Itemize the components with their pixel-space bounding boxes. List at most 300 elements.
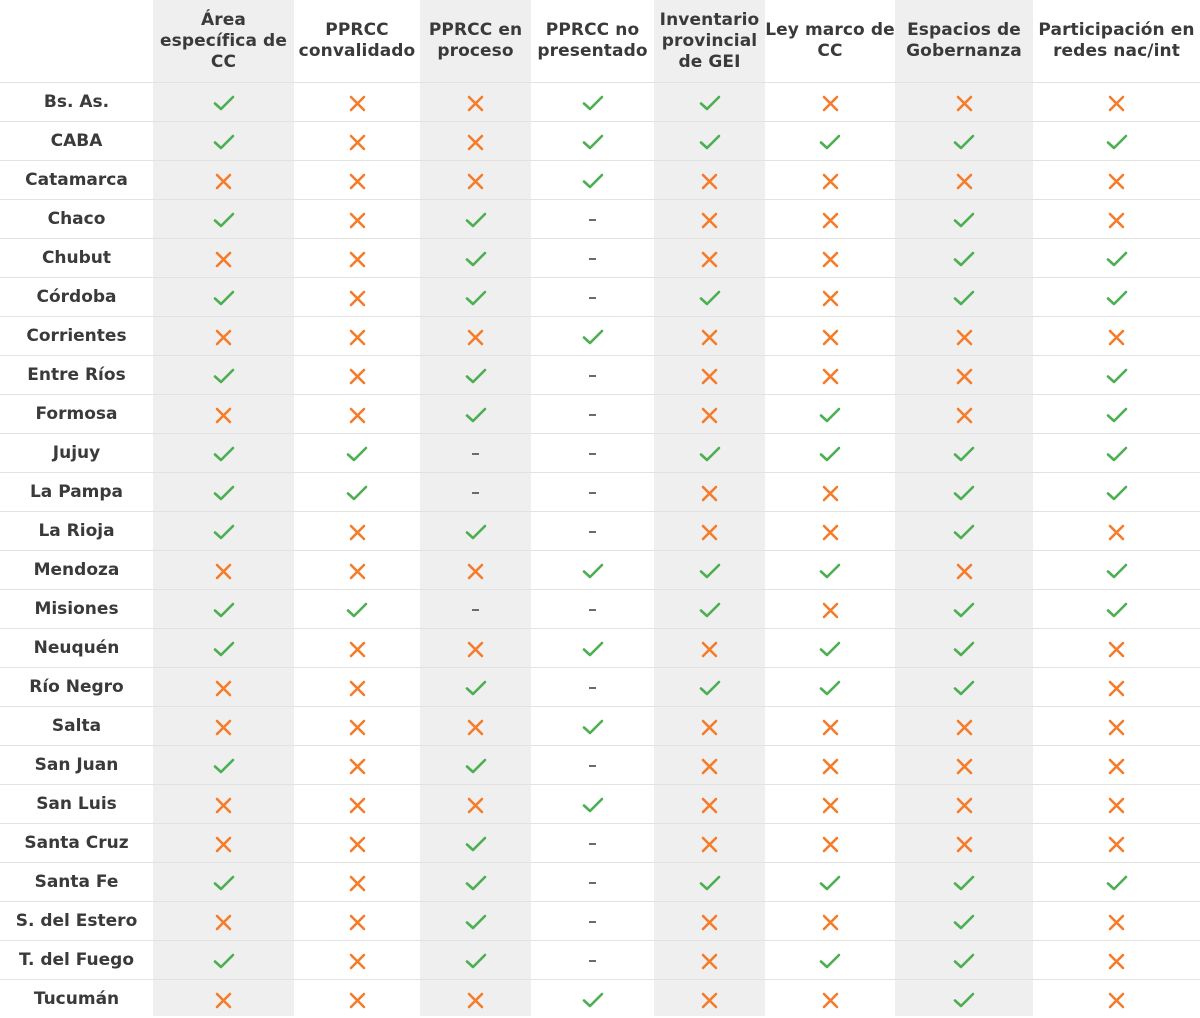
status-cell [1033, 512, 1200, 551]
dash-icon [589, 375, 596, 377]
check-icon [465, 407, 487, 423]
check-icon [346, 446, 368, 462]
cross-icon [1108, 641, 1125, 658]
status-cell [895, 629, 1033, 668]
status-cell [153, 746, 294, 785]
cross-icon [215, 992, 232, 1009]
status-cell [895, 746, 1033, 785]
status-cell [654, 707, 765, 746]
status-cell [531, 980, 654, 1018]
status-cell [654, 785, 765, 824]
dash-icon [472, 453, 479, 455]
check-icon [1106, 368, 1128, 384]
status-cell [895, 239, 1033, 278]
status-cell [765, 512, 895, 551]
check-icon [213, 134, 235, 150]
province-name: Bs. As. [0, 83, 153, 122]
status-cell [153, 512, 294, 551]
status-cell [765, 395, 895, 434]
cross-icon [701, 368, 718, 385]
status-cell [153, 590, 294, 629]
cross-icon [701, 329, 718, 346]
status-cell [895, 83, 1033, 122]
cross-icon [956, 719, 973, 736]
status-cell [531, 473, 654, 512]
cross-icon [822, 173, 839, 190]
status-cell [765, 434, 895, 473]
check-icon [819, 641, 841, 657]
check-icon [699, 290, 721, 306]
cross-icon [467, 134, 484, 151]
province-name: Chaco [0, 200, 153, 239]
cross-icon [215, 329, 232, 346]
cross-icon [1108, 173, 1125, 190]
cross-icon [701, 173, 718, 190]
status-cell [531, 434, 654, 473]
check-icon [1106, 446, 1128, 462]
status-cell [1033, 980, 1200, 1018]
status-cell [531, 824, 654, 863]
table-row [0, 668, 1200, 707]
cross-icon [467, 992, 484, 1009]
status-cell [420, 824, 531, 863]
cross-icon [215, 797, 232, 814]
check-icon [1106, 134, 1128, 150]
cross-icon [349, 173, 366, 190]
status-cell [765, 902, 895, 941]
cross-icon [701, 407, 718, 424]
province-name: CABA [0, 122, 153, 161]
province-name: Corrientes [0, 317, 153, 356]
status-cell [153, 278, 294, 317]
cross-icon [215, 173, 232, 190]
check-icon [213, 953, 235, 969]
status-cell [420, 122, 531, 161]
cross-icon [215, 680, 232, 697]
status-cell [1033, 941, 1200, 980]
cross-icon [956, 368, 973, 385]
status-cell [895, 200, 1033, 239]
province-name: Córdoba [0, 278, 153, 317]
cross-icon [822, 602, 839, 619]
cross-icon [701, 953, 718, 970]
check-icon [213, 602, 235, 618]
check-icon [213, 290, 235, 306]
status-cell [420, 902, 531, 941]
check-icon [819, 446, 841, 462]
cross-icon [349, 719, 366, 736]
status-cell [1033, 395, 1200, 434]
column-header: PPRCC en proceso [420, 0, 531, 83]
check-icon [582, 329, 604, 345]
check-icon [699, 95, 721, 111]
cross-icon [1108, 212, 1125, 229]
check-icon [953, 212, 975, 228]
status-cell [531, 278, 654, 317]
check-icon [582, 641, 604, 657]
cross-icon [349, 758, 366, 775]
cross-icon [701, 485, 718, 502]
status-cell [895, 707, 1033, 746]
check-icon [953, 446, 975, 462]
cross-icon [956, 95, 973, 112]
status-cell [654, 590, 765, 629]
table-row [0, 278, 1200, 317]
dash-icon [472, 609, 479, 611]
status-cell [420, 239, 531, 278]
status-cell [895, 278, 1033, 317]
status-cell [294, 434, 420, 473]
status-cell [294, 239, 420, 278]
province-name: San Juan [0, 746, 153, 785]
status-cell [654, 629, 765, 668]
check-icon [953, 680, 975, 696]
column-header: Espacios de Gobernanza [895, 0, 1033, 83]
status-cell [1033, 590, 1200, 629]
check-icon [582, 797, 604, 813]
cross-icon [956, 173, 973, 190]
status-cell [531, 122, 654, 161]
province-name: Formosa [0, 395, 153, 434]
check-icon [953, 953, 975, 969]
check-icon [582, 563, 604, 579]
check-icon [213, 758, 235, 774]
status-cell [895, 122, 1033, 161]
check-icon [953, 914, 975, 930]
status-cell [1033, 356, 1200, 395]
check-icon [213, 524, 235, 540]
cross-icon [467, 797, 484, 814]
check-icon [699, 134, 721, 150]
corner-cell [0, 0, 153, 83]
cross-icon [1108, 680, 1125, 697]
cross-icon [822, 290, 839, 307]
status-cell [1033, 551, 1200, 590]
status-cell [420, 395, 531, 434]
province-name: Tucumán [0, 980, 153, 1018]
status-cell [153, 629, 294, 668]
status-cell [895, 824, 1033, 863]
status-cell [654, 668, 765, 707]
status-cell [420, 317, 531, 356]
status-cell [294, 395, 420, 434]
status-cell [1033, 902, 1200, 941]
status-cell [1033, 707, 1200, 746]
status-cell [765, 161, 895, 200]
status-cell [294, 980, 420, 1018]
status-cell [420, 161, 531, 200]
status-cell [765, 980, 895, 1018]
check-icon [582, 95, 604, 111]
check-icon [819, 407, 841, 423]
table-row [0, 317, 1200, 356]
status-cell [294, 317, 420, 356]
cross-icon [822, 212, 839, 229]
check-icon [953, 875, 975, 891]
check-icon [582, 134, 604, 150]
dash-icon [589, 453, 596, 455]
check-icon [582, 719, 604, 735]
status-cell [1033, 473, 1200, 512]
check-icon [819, 953, 841, 969]
cross-icon [467, 329, 484, 346]
cross-icon [956, 797, 973, 814]
status-cell [420, 863, 531, 902]
status-cell [895, 356, 1033, 395]
status-cell [654, 863, 765, 902]
status-cell [420, 551, 531, 590]
check-icon [213, 95, 235, 111]
table-row [0, 590, 1200, 629]
status-cell [294, 161, 420, 200]
check-icon [465, 251, 487, 267]
status-cell [1033, 200, 1200, 239]
dash-icon [589, 921, 596, 923]
status-cell [895, 473, 1033, 512]
check-icon [953, 251, 975, 267]
status-cell [294, 512, 420, 551]
dash-icon [589, 843, 596, 845]
check-icon [213, 212, 235, 228]
cross-icon [349, 407, 366, 424]
status-cell [153, 83, 294, 122]
cross-icon [349, 641, 366, 658]
status-cell [895, 434, 1033, 473]
table-row [0, 707, 1200, 746]
status-cell [1033, 668, 1200, 707]
check-icon [953, 602, 975, 618]
check-icon [1106, 875, 1128, 891]
check-icon [582, 992, 604, 1008]
province-name: Chubut [0, 239, 153, 278]
status-cell [531, 746, 654, 785]
column-header: Ley marco de CC [765, 0, 895, 83]
table-row [0, 863, 1200, 902]
column-header: Inventario provincial de GEI [654, 0, 765, 83]
cross-icon [956, 563, 973, 580]
cross-icon [349, 953, 366, 970]
status-cell [765, 278, 895, 317]
check-icon [465, 212, 487, 228]
check-icon [465, 914, 487, 930]
check-icon [953, 485, 975, 501]
cross-icon [467, 95, 484, 112]
status-cell [765, 83, 895, 122]
cross-icon [822, 524, 839, 541]
status-cell [153, 317, 294, 356]
status-cell [1033, 629, 1200, 668]
table-row [0, 902, 1200, 941]
status-cell [420, 746, 531, 785]
cross-icon [822, 368, 839, 385]
check-icon [953, 992, 975, 1008]
province-name: Entre Ríos [0, 356, 153, 395]
table-row [0, 980, 1200, 1018]
status-cell [420, 356, 531, 395]
status-cell [765, 668, 895, 707]
status-cell [294, 902, 420, 941]
status-cell [153, 785, 294, 824]
column-header: PPRCC convalidado [294, 0, 420, 83]
status-cell [420, 980, 531, 1018]
status-cell [531, 512, 654, 551]
status-cell [1033, 83, 1200, 122]
cross-icon [215, 719, 232, 736]
status-cell [153, 980, 294, 1018]
status-cell [895, 785, 1033, 824]
status-cell [765, 629, 895, 668]
status-cell [895, 590, 1033, 629]
table-row [0, 239, 1200, 278]
dash-icon [589, 882, 596, 884]
status-cell [654, 473, 765, 512]
province-name: Jujuy [0, 434, 153, 473]
cross-icon [822, 485, 839, 502]
cross-icon [349, 875, 366, 892]
check-icon [465, 680, 487, 696]
check-icon [1106, 407, 1128, 423]
cross-icon [349, 290, 366, 307]
status-cell [294, 824, 420, 863]
check-icon [465, 875, 487, 891]
table-row [0, 941, 1200, 980]
check-icon [465, 524, 487, 540]
cross-icon [701, 797, 718, 814]
status-cell [153, 161, 294, 200]
province-name: La Rioja [0, 512, 153, 551]
cross-icon [349, 914, 366, 931]
status-cell [531, 668, 654, 707]
province-name: La Pampa [0, 473, 153, 512]
status-cell [531, 356, 654, 395]
cross-icon [701, 836, 718, 853]
cross-icon [822, 797, 839, 814]
status-cell [153, 668, 294, 707]
check-icon [819, 563, 841, 579]
dash-icon [589, 297, 596, 299]
dash-icon [589, 687, 596, 689]
status-cell [153, 395, 294, 434]
status-cell [420, 707, 531, 746]
cross-icon [1108, 836, 1125, 853]
status-cell [654, 122, 765, 161]
status-cell [1033, 161, 1200, 200]
cross-icon [1108, 914, 1125, 931]
check-icon [213, 368, 235, 384]
status-cell [531, 590, 654, 629]
status-cell [531, 317, 654, 356]
status-cell [654, 434, 765, 473]
table-row [0, 83, 1200, 122]
cross-icon [215, 563, 232, 580]
cross-icon [1108, 329, 1125, 346]
status-cell [153, 941, 294, 980]
cross-icon [1108, 524, 1125, 541]
cross-icon [701, 758, 718, 775]
check-icon [819, 875, 841, 891]
check-icon [582, 173, 604, 189]
cross-icon [467, 641, 484, 658]
cross-icon [956, 836, 973, 853]
status-cell [895, 317, 1033, 356]
cross-icon [701, 914, 718, 931]
table-body [0, 83, 1200, 1018]
cross-icon [215, 407, 232, 424]
province-name: Salta [0, 707, 153, 746]
status-cell [531, 941, 654, 980]
table-row [0, 824, 1200, 863]
status-cell [654, 278, 765, 317]
check-icon [699, 680, 721, 696]
status-cell [654, 551, 765, 590]
table-row [0, 512, 1200, 551]
status-cell [1033, 824, 1200, 863]
cross-icon [1108, 95, 1125, 112]
status-cell [765, 239, 895, 278]
status-cell [153, 824, 294, 863]
check-icon [1106, 251, 1128, 267]
status-cell [654, 902, 765, 941]
province-name: Mendoza [0, 551, 153, 590]
cross-icon [701, 641, 718, 658]
check-icon [1106, 563, 1128, 579]
cross-icon [349, 212, 366, 229]
status-cell [765, 356, 895, 395]
status-cell [531, 707, 654, 746]
status-cell [153, 200, 294, 239]
status-cell [420, 512, 531, 551]
check-icon [953, 134, 975, 150]
status-cell [531, 551, 654, 590]
cross-icon [349, 524, 366, 541]
column-header: Área específica de CC [153, 0, 294, 83]
table-row [0, 122, 1200, 161]
table-row [0, 200, 1200, 239]
check-icon [213, 485, 235, 501]
province-name: S. del Estero [0, 902, 153, 941]
table-row [0, 434, 1200, 473]
cross-icon [822, 95, 839, 112]
province-name: Misiones [0, 590, 153, 629]
cross-icon [349, 329, 366, 346]
status-cell [420, 83, 531, 122]
cross-icon [822, 836, 839, 853]
cross-icon [349, 992, 366, 1009]
cross-icon [1108, 953, 1125, 970]
status-cell [153, 434, 294, 473]
status-cell [765, 785, 895, 824]
cross-icon [701, 524, 718, 541]
table-row [0, 395, 1200, 434]
province-name: Santa Fe [0, 863, 153, 902]
status-cell [420, 434, 531, 473]
cross-icon [1108, 719, 1125, 736]
check-icon [953, 290, 975, 306]
cross-icon [349, 251, 366, 268]
cross-icon [822, 992, 839, 1009]
dash-icon [589, 219, 596, 221]
cross-icon [215, 914, 232, 931]
status-cell [1033, 317, 1200, 356]
table-row [0, 629, 1200, 668]
cross-icon [1108, 797, 1125, 814]
status-cell [765, 590, 895, 629]
status-cell [765, 551, 895, 590]
status-cell [895, 668, 1033, 707]
status-cell [294, 629, 420, 668]
cross-icon [956, 329, 973, 346]
table-row [0, 356, 1200, 395]
